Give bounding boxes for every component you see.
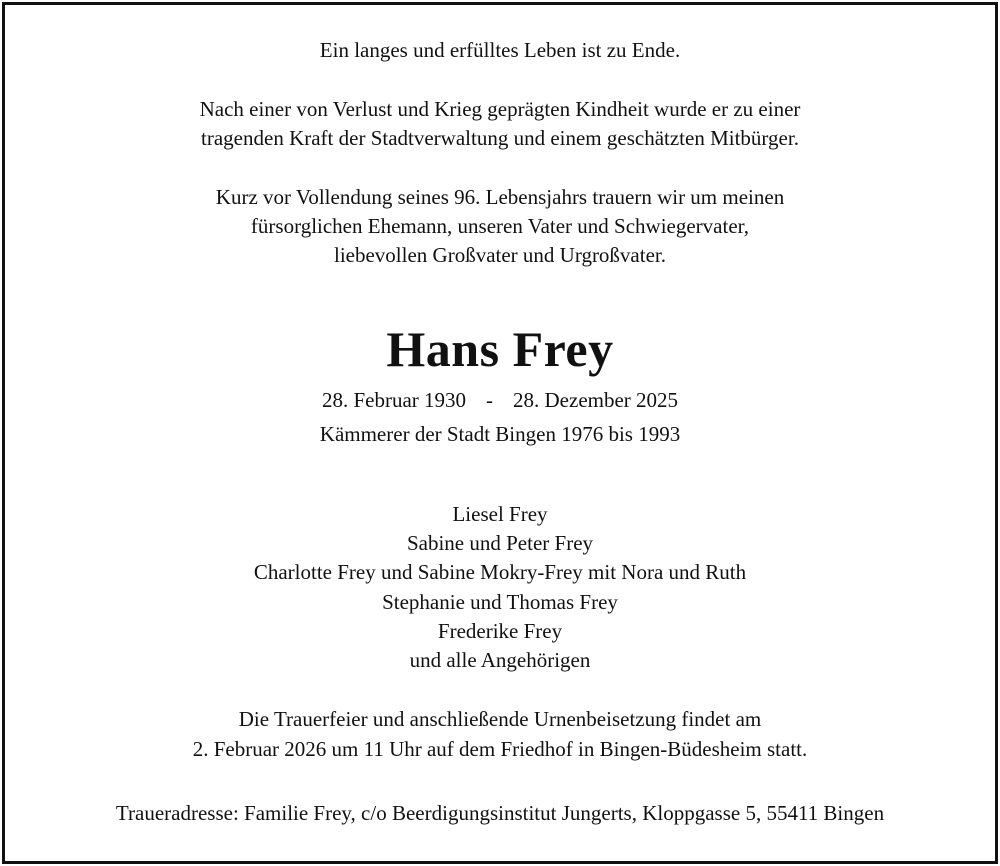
funeral-info-line: 2. Februar 2026 um 11 Uhr auf dem Friedhof in Bingen-Büdesheim statt. xyxy=(192,737,808,761)
intro-line: Ein langes und erfülltes Leben ist zu Ende. xyxy=(319,38,681,62)
mourner-line: Sabine und Peter Frey xyxy=(406,531,594,555)
intro-paragraph-line: Kurz vor Vollendung seines 96. Lebensjahrs trauern wir um meinen xyxy=(215,185,785,209)
life-dates xyxy=(0,386,1000,414)
deceased-role: Kämmerer der Stadt Bingen 1976 bis 1993 xyxy=(319,422,681,446)
date-separator: - xyxy=(486,388,494,412)
intro-paragraph-line: tragenden Kraft der Stadtverwaltung und einem geschätzten Mitbürger. xyxy=(201,126,799,150)
funeral-info-line: Die Trauerfeier und anschließende Urnenbeisetzung findet am xyxy=(238,707,762,731)
death-date: 28. Dezember 2025 xyxy=(513,388,679,412)
intro-paragraph-line: fürsorglichen Ehemann, unseren Vater und Schwiegervater, xyxy=(250,214,750,238)
mourner-line: Frederike Frey xyxy=(437,619,563,643)
intro-paragraph-line: liebevollen Großvater und Urgroßvater. xyxy=(333,243,666,267)
intro-paragraph-line: Nach einer von Verlust und Krieg geprägten Kindheit wurde er zu einer xyxy=(199,97,801,121)
deceased-name: Hans Frey xyxy=(386,321,614,377)
mourner-line: Liesel Frey xyxy=(452,502,548,526)
birth-date: 28. Februar 1930 xyxy=(321,388,467,412)
mourner-line: Stephanie und Thomas Frey xyxy=(382,590,618,614)
mourner-line: und alle Angehörigen xyxy=(409,648,591,672)
mourner-line: Charlotte Frey und Sabine Mokry-Frey mit Nora und Ruth xyxy=(253,560,747,584)
mourning-address: Traueradresse: Familie Frey, c/o Beerdigungsinstitut Jungerts, Kloppgasse 5, 55411 Bingen xyxy=(115,801,885,825)
